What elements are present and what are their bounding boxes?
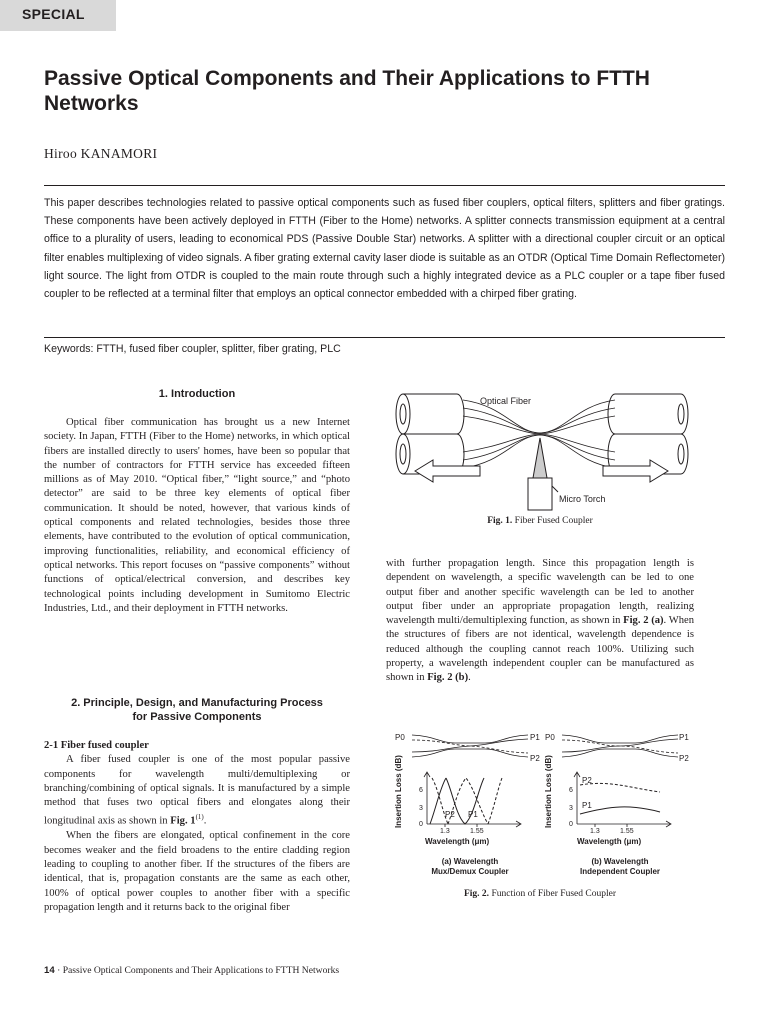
fig2a-xtick-1-3: 1.3 — [440, 828, 450, 835]
fig2a-subcaption-2: Mux/Demux Coupler — [431, 867, 509, 876]
intro-paragraph: Optical fiber communication has brought us a new Internet society. In Japan, FTTH (Fiber to the Home) networks, in which optical fibers are installed directly to users' homes, have been so popular that the number of contractors for FTTH service has exceeded fifteen millions as of May 2010. “Optical fiber,” “light source,” and “photo detector” are said to be three key elements of optical fiber communication. It should be noted, however, that various kinds of optical components and related technologies, besides those three elements, have contributed to the evolution of optical communication, improving functionalities, reliability, and economical efficiency of optical networks. This report focuses on “passive components” without functions of optical/electrical conversion, and describes key technological points including development in Sumitomo Electric Industries, Ltd., and their deployment in FTTH networks. — [44, 417, 350, 614]
fig2a-ytick-3: 3 — [419, 805, 423, 812]
subsection-heading: 2-1 Fiber fused coupler — [44, 740, 149, 751]
principle-heading — [44, 696, 350, 724]
fig2b-ytick-0: 0 — [569, 821, 573, 828]
fig2a-curve-label-p1: P1 — [468, 810, 478, 819]
fig1-diagram — [385, 386, 705, 512]
optical-fiber-label: Optical Fiber — [480, 396, 532, 406]
section-tag — [0, 0, 116, 31]
right-text-b: . When the structures of fibers are not identical, wavelength dependence is reduced although the coupling cannot reach 100%. Utilizing such property, a wavelength independent coupler can be manufactured as shown in — [386, 615, 694, 684]
intro-body — [44, 416, 350, 616]
fig2b-xtick-1-55: 1.55 — [620, 828, 634, 835]
fig2b-subcaption-2: Independent Coupler — [580, 867, 660, 876]
fig2b-curve-label-p2: P2 — [582, 776, 592, 785]
fig2b-ref: Fig. 2 (b) — [427, 672, 469, 684]
fig1-caption-text: Fiber Fused Coupler — [514, 516, 593, 526]
paragraph-2: When the fibers are elongated, optical confinement in the core becomes weaker and the field broadens to the entire cladding region leading to coupling to another fiber. If the structures of the fibers are identical, that is, propagation constants are the same as each other, 100% of optical power couples to another fiber with a specific propagation length and it returns back to the original fiber — [44, 830, 350, 913]
right-column-body — [386, 557, 694, 686]
running-title: Passive Optical Components and Their Applications to FTTH Networks — [62, 965, 340, 976]
abstract-bottom-rule — [44, 337, 725, 338]
abstract-text: This paper describes technologies related to passive optical components such as fused fiber couplers, optical filters, splitters and fiber gratings. These components have been actively deployed in FTTH (Fiber to the Home) networks. A splitter connects transmission equipment at a central office to a plurality of users, leading to economical PDS (Passive Double Star) networks. A splitter with a directional coupler circuit or an optical filter enables multiplexing of video signals. A fiber grating external cavity laser diode is suitable as an OTDR (Optical Time Domain Reflectometer) light source. The light from OTDR is coupled to the main route through such a highly integrated device as a PLC coupler or a tape fiber fused coupler to be reflected at a terminal filter that employs an optical connector embedded with a chirped fiber grating. — [44, 197, 725, 301]
paragraph-1-text: A fiber fused coupler is one of the most popular passive components for wavelength multi/demultiplexing or branching/combining of optical signals. It is manufactured by a simple method that fuses two optical fibers and elongates along their longitudinal axis as shown in — [44, 754, 350, 828]
intro-heading: 1. Introduction — [158, 388, 236, 400]
fig1-caption-num: Fig. 1. — [487, 516, 513, 526]
principle-heading-line1: 2. Principle, Design, and Manufacturing Process — [71, 697, 323, 709]
fig2-caption-num: Fig. 2. — [463, 889, 490, 899]
fig2b-subcaption-1: (b) Wavelength — [591, 857, 649, 866]
fig2a-p1: P1 — [530, 733, 540, 742]
abstract-top-rule — [44, 185, 725, 186]
fig2a-ytick-6: 6 — [419, 787, 423, 794]
fig2a-p0: P0 — [395, 733, 405, 742]
micro-torch-icon — [528, 438, 558, 510]
fig2a-xtick-1-55: 1.55 — [470, 828, 484, 835]
fig2b-ylabel: Insertion Loss (dB) — [544, 755, 553, 828]
fig2b-p2: P2 — [679, 754, 689, 763]
fig2a-ytick-0: 0 — [419, 821, 423, 828]
fig2a-curves — [430, 778, 502, 824]
fig2b-coupler — [562, 735, 678, 757]
keywords: Keywords: FTTH, fused fiber coupler, splitter, fiber grating, PLC — [44, 343, 341, 355]
principle-heading-line2: for Passive Components — [132, 711, 262, 723]
page-number: 14 — [44, 965, 55, 976]
fig2b-curve-label-p1: P1 — [582, 801, 592, 810]
author-name: Hiroo KANAMORI — [44, 146, 158, 161]
fig1-ref: Fig. 1 — [170, 816, 196, 828]
fig2-caption-text: Function of Fiber Fused Coupler — [491, 889, 616, 899]
citation-1: (1) — [195, 813, 204, 822]
paragraph-1-end: . — [203, 816, 207, 828]
fig2b-xlabel: Wavelength (μm) — [577, 837, 642, 846]
page-footer — [44, 965, 339, 976]
fig2b-p0: P0 — [545, 733, 555, 742]
right-paragraph — [386, 557, 694, 686]
fig1-caption — [385, 516, 695, 526]
fig2-diagram — [390, 728, 710, 878]
footer-separator: · — [57, 965, 61, 976]
fig2a-xlabel: Wavelength (μm) — [425, 837, 490, 846]
fig2-caption — [385, 889, 695, 899]
right-text-c: . — [468, 672, 471, 684]
fig2b-curves — [580, 783, 660, 814]
fig2a-ylabel: Insertion Loss (dB) — [394, 755, 403, 828]
fig2a-curve-label-p2: P2 — [445, 810, 455, 819]
article-title: Passive Optical Components and Their Applications to FTTH Networks — [44, 67, 650, 115]
fig2b-ytick-6: 6 — [569, 787, 573, 794]
fig2a-subcaption-1: (a) Wavelength — [441, 857, 499, 866]
fig2b-p1: P1 — [679, 733, 689, 742]
fig2a-ref: Fig. 2 (a) — [623, 615, 664, 627]
section-tag-label: SPECIAL — [22, 6, 85, 22]
right-fiber-bundle — [608, 394, 688, 474]
fig2b-xtick-1-3: 1.3 — [590, 828, 600, 835]
fused-coupler-body — [44, 739, 350, 915]
paragraph-1 — [44, 753, 350, 829]
right-text-a: with further propagation length. Since this propagation length is dependent on wavelength, a specific wavelength can be led to one output fiber and another specific wavelength can be led to another output fiber under an appropriate propagation length, realizing wavelength multi/demultiplexing function, as shown in — [386, 558, 694, 627]
fig2b-ytick-3: 3 — [569, 805, 573, 812]
fig2a-p2: P2 — [530, 754, 540, 763]
micro-torch-label: Micro Torch — [559, 494, 606, 504]
fig2a-coupler — [412, 735, 528, 757]
